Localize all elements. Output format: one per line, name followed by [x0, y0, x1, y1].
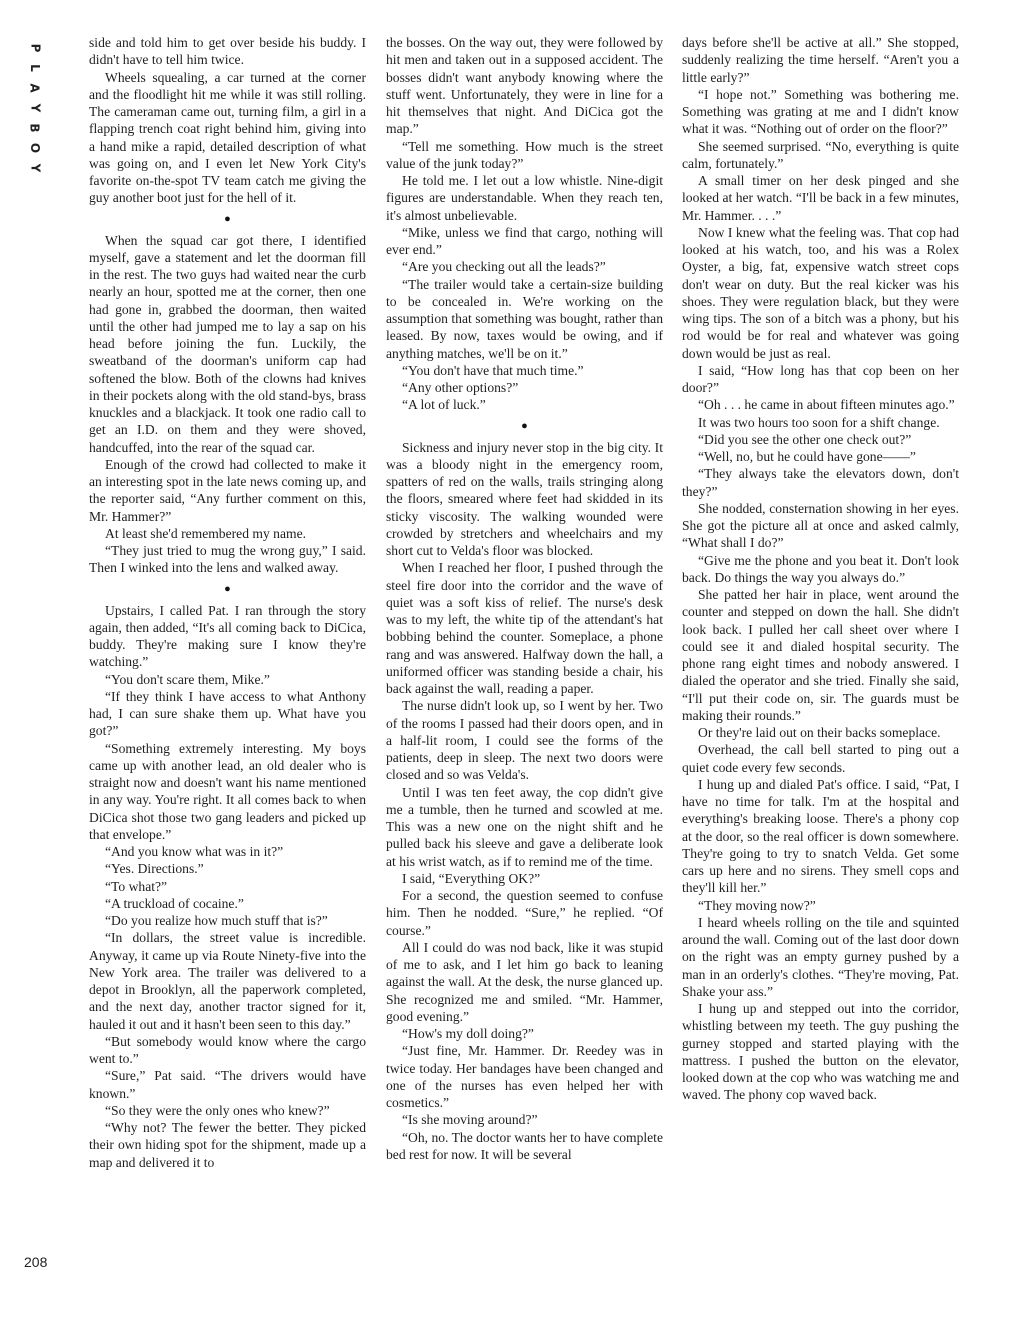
paragraph: I hung up and dialed Pat's office. I said, “Pat, I have no time for talk. I'm at the hospital and everything's breaking loose. There's a phony cop at the door, so the real officer is down somewhere. They're going to try to snatch Velda. Get some cars up here and no sirens. They smell cops and they'll kill her.” [682, 776, 959, 896]
paragraph: “A truckload of cocaine.” [105, 895, 244, 911]
paragraph: She nodded, consternation showing in her eyes. She got the picture all at once and asked calmly, “What shall I do?” [682, 500, 959, 551]
magazine-letter: L [28, 64, 42, 72]
paragraph: “They moving now?” [698, 897, 816, 913]
paragraph: “Why not? The fewer the better. They picked their own hiding spot for the shipment, made up a map and delivered it to [89, 1120, 366, 1170]
paragraph: “To what?” [105, 878, 168, 894]
paragraph: “Is she moving around?” [402, 1112, 538, 1128]
paragraph: “Oh . . . he came in about fifteen minutes ago.” [698, 397, 955, 413]
magazine-letter: Y [27, 163, 42, 173]
paragraph: Upstairs, I called Pat. I ran through the story again, then added, “It's all coming back to DiCica, buddy. They're making sure I know they're watching.” [89, 602, 366, 670]
paragraph: When the squad car got there, I identified myself, gave a statement and let the doorman fill in the rest. The two guys had waited near the curb nearly an hour, spotted me at the corner, then one had gone in, grabbed the doorman, then waited until the other had jumped me to lay a sap on his head before joining the fun. Luckily, the sweatband of the doorman's uniform cap had softened the blow. Both of the clowns had knives in their pockets along with the old stand-bys, brass knuckles and a blackjack. It took one radio call to get an I.D. on them and they were shoved, handcuffed, into the rear of the squad car. [89, 232, 366, 455]
paragraph: She seemed surprised. “No, everything is quite calm, fortunately.” [682, 138, 959, 171]
paragraph: “Did you see the other one check out?” [698, 431, 912, 447]
paragraph: “Sure,” Pat said. “The drivers would have known.” [89, 1068, 366, 1101]
paragraph: I hung up and stepped out into the corridor, whistling between my teeth. The guy pushing the gurney stopped and started playing with the mattress. I pushed the button on the elevator, looked down at the cop who was watching me and waved. The phony cop waved back. [682, 1001, 959, 1103]
paragraph: “They always take the elevators down, don't they?” [682, 466, 959, 499]
paragraph: “Tell me something. How much is the street value of the junk today?” [386, 138, 663, 171]
paragraph: “You don't scare them, Mike.” [105, 671, 270, 687]
paragraph: I heard wheels rolling on the tile and squinted around the wall. Coming out of the last door down on the right was an empty gurney pushed by a man in an orderly's clothes. “They're moving, Pat. Shake your ass.” [682, 914, 959, 999]
paragraph: Sickness and injury never stop in the big city. It was a bloody night in the emergency room, spatters of red on the walls, trails stringing along the floors, smeared where feet had skidded in its sticky viscosity. The walking wounded were crowded by stretchers and wheelchairs and my short cut to Velda's floor was blocked. [386, 439, 663, 558]
paragraph: “In dollars, the street value is incredible. Anyway, it came up via Route Ninety-five into the New York area. The trailer was delivered to a depot in Brooklyn, all the paperwork completed, and the next day, another tractor signed for it, hauled it out and it hasn't been seen to this day.” [89, 930, 366, 1032]
paragraph: “Yes. Directions.” [105, 861, 204, 877]
paragraph: “The trailer would take a certain-size building to be concealed in. We're working on the assumption that something was bought, rather than leased. By now, taxes would be owing, and if anything matches, we'll be on it.” [386, 276, 663, 361]
magazine-letter: Y [27, 103, 42, 113]
paragraph: the bosses. On the way out, they were followed by hit men and taken out in a supposed accident. The bosses didn't want anybody knowing where the stuff went. Unfortunately, they were in line for a hit themselves that night. And DiCica got the map.” [386, 35, 663, 137]
paragraph: Enough of the crowd had collected to make it an interesting spot in the late news coming up, and the reporter said, “Any further comment on this, Mr. Hammer?” [89, 456, 366, 524]
paragraph: “Mike, unless we find that cargo, nothing will ever end.” [386, 224, 663, 257]
paragraph: “If they think I have access to what Anthony had, I can sure shake them up. What have you got?” [89, 688, 366, 739]
paragraph: days before she'll be active at all.” She stopped, suddenly realizing the time herself. “Aren't you a little early?” [682, 35, 959, 85]
paragraph: “Something extremely interesting. My boys came up with another lead, an old dealer who is straight now and doesn't want his name mentioned in any way. You're right. It all comes back to when DiCica shot those two gang leaders and picked up that envelope.” [89, 740, 366, 842]
paragraph: Until I was ten feet away, the cop didn't give me a tumble, then he turned and scowled at me. This was a new one on the night shift and he pulled back his sleeve and gave a deliberate look at his wrist watch, as if to remind me of the time. [386, 784, 663, 869]
paragraph: “How's my doll doing?” [402, 1026, 534, 1041]
paragraph: side and told him to get over beside his buddy. I didn't have to tell him twice. [89, 35, 366, 68]
magazine-letter: A [27, 83, 42, 93]
paragraph: “So they were the only ones who knew?” [105, 1102, 330, 1118]
paragraph: “But somebody would know where the cargo went to.” [89, 1033, 366, 1066]
text-column-1 [89, 34, 366, 1171]
paragraph: She patted her hair in place, went around the counter and stepped on down the hall. She didn't look back. I pulled her call sheet over where I could see it and dialed hospital security. The phone rang eight times and nobody answered. I dialed the operator and she tried. Finally she said, “I'll put their code on, sir. The guards must be making their rounds.” [682, 587, 959, 723]
paragraph: I said, “Everything OK?” [402, 870, 541, 886]
paragraph: It was two hours too soon for a shift change. [698, 414, 940, 430]
paragraph: Overhead, the call bell started to ping out a quiet code every few seconds. [682, 742, 959, 775]
paragraph: For a second, the question seemed to confuse him. Then he nodded. “Sure,” he replied. “Of course.” [386, 888, 663, 938]
magazine-letter: P [27, 43, 42, 53]
paragraph: “Do you realize how much stuff that is?” [105, 913, 328, 928]
paragraph: When I reached her floor, I pushed through the steel fire door into the corridor and the wave of quiet was a soft kiss of relief. The nurse's desk was to my left, the white tip of the attendant's hat bobbing behind the counter. Someplace, a phone rang and was answered. Halfway down the hall, a uniformed officer was standing beside a chair, his back against the wall, reading a paper. [386, 560, 663, 696]
paragraph: “Any other options?” [402, 380, 519, 395]
section-break-bullet [89, 577, 366, 602]
paragraph: “Give me the phone and you beat it. Don't look back. Do things the way you always do.” [682, 552, 959, 585]
paragraph: He told me. I let out a low whistle. Nine-digit figures are understandable. When they reach ten, it's almost unbelievable. [386, 173, 663, 223]
paragraph: The nurse didn't look up, so I went by her. Two of the rooms I passed had their doors open, and in a half-lit room, I could see the forms of the patients, deep in sleep. The next two doors were closed and so was Velda's. [386, 698, 663, 783]
magazine-letter: B [28, 123, 42, 133]
magazine-letter: O [27, 142, 42, 154]
paragraph: A small timer on her desk pinged and she looked at her watch. “I'll be back in a few minutes, Mr. Hammer. . . .” [682, 173, 959, 223]
paragraph: “A lot of luck.” [402, 397, 486, 413]
paragraph: “Oh, no. The doctor wants her to have complete bed rest for now. It will be several [386, 1129, 663, 1162]
paragraph: “And you know what was in it?” [105, 844, 284, 859]
paragraph: “You don't have that much time.” [402, 362, 584, 378]
paragraph: “Are you checking out all the leads?” [402, 259, 606, 275]
section-break-bullet [89, 207, 366, 232]
paragraph: Now I knew what the feeling was. That cop had looked at his watch, too, and his was a Rolex Oyster, a big, fat, expensive watch street cops don't wear on duty. But the real kicker was his shoes. They were regulation black, but they were wing tips. The son of a bitch was a phony, but his rod would be for real and whatever was going down would be just as real. [682, 224, 959, 361]
paragraph: All I could do was nod back, like it was stupid of me to ask, and I let him go back to leaning against the wall. At the desk, the nurse glanced up. She recognized me and smiled. “Mr. Hammer, good evening.” [386, 939, 663, 1024]
paragraph: Or they're laid out on their backs someplace. [698, 725, 941, 740]
paragraph: “Just fine, Mr. Hammer. Dr. Reedey was in twice today. Her bandages have been changed and one of the nurses has even helped her with cosmetics.” [386, 1043, 663, 1110]
magazine-name-vertical [22, 38, 48, 178]
paragraph: Wheels squealing, a car turned at the corner and the floodlight hit me while it was still rolling. The cameraman came out, turning film, a girl in a flapping trench coat right behind him, giving into a hand mike a rapid, detailed description of what was going on, and I even let New York City's favorite on-the-spot TV team catch me giving the guy another boot just for the hell of it. [89, 69, 366, 206]
paragraph: “I hope not.” Something was bothering me. Something was grating at me and I didn't know what it was. “Nothing out of order on the floor?” [682, 86, 959, 137]
text-column-2 [386, 34, 663, 1163]
section-break-bullet [386, 414, 663, 439]
paragraph: “Well, no, but he could have gone——” [698, 449, 916, 464]
text-column-3 [682, 34, 959, 1104]
paragraph: “They just tried to mug the wrong guy,” I said. Then I winked into the lens and walked away. [89, 543, 366, 576]
paragraph: At least she'd remembered my name. [105, 525, 306, 541]
paragraph: I said, “How long has that cop been on her door?” [682, 362, 959, 395]
page-number: 208 [24, 1254, 48, 1270]
